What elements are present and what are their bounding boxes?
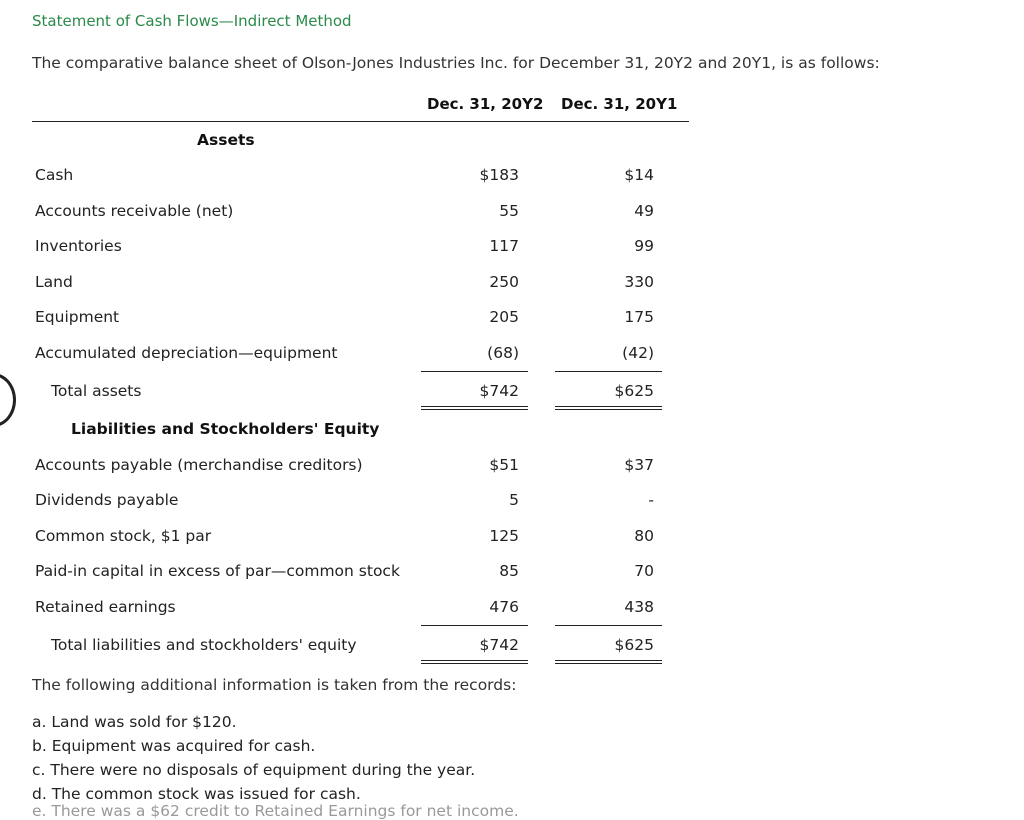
cut-off-line: e. There was a $62 credit to Retained Earnings for net income. <box>32 802 519 820</box>
value-20y1: 99 <box>634 237 654 255</box>
value-20y2: $742 <box>479 382 519 400</box>
row-label: Inventories <box>35 237 122 255</box>
value-20y2: 125 <box>489 527 519 545</box>
value-20y2: (68) <box>487 344 519 362</box>
total-double-rule <box>421 406 528 410</box>
row-label: Equipment <box>35 308 120 326</box>
header-rule <box>32 121 689 122</box>
row-label: Cash <box>35 166 74 184</box>
row-label: Accounts payable (merchandise creditors) <box>35 456 363 474</box>
value-20y2: $742 <box>479 636 519 654</box>
value-20y1: - <box>648 491 654 509</box>
value-20y1: $625 <box>614 636 654 654</box>
assets-heading: Assets <box>197 131 255 149</box>
column-header-20y2: Dec. 31, 20Y2 <box>427 95 544 113</box>
table-row <box>0 166 700 190</box>
total-liabilities-row <box>0 636 700 660</box>
row-label: Accounts receivable (net) <box>35 202 234 220</box>
value-20y2: 205 <box>489 308 519 326</box>
value-20y1: 70 <box>634 562 654 580</box>
subtotal-rule <box>421 625 528 626</box>
value-20y2: 117 <box>489 237 519 255</box>
row-label: Paid-in capital in excess of par—common stock <box>35 562 400 580</box>
value-20y2: 55 <box>499 202 519 220</box>
value-20y1: (42) <box>622 344 654 362</box>
table-row <box>0 598 700 622</box>
value-20y2: 85 <box>499 562 519 580</box>
value-20y1: 80 <box>634 527 654 545</box>
row-label: Total assets <box>51 382 142 400</box>
row-label: Common stock, $1 par <box>35 527 212 545</box>
value-20y1: 330 <box>624 273 654 291</box>
list-item: d. The common stock was issued for cash. <box>32 785 361 803</box>
subtotal-rule <box>555 625 662 626</box>
value-20y2: 250 <box>489 273 519 291</box>
value-20y1: $37 <box>624 456 654 474</box>
value-20y1: 175 <box>624 308 654 326</box>
column-header-20y1: Dec. 31, 20Y1 <box>561 95 678 113</box>
subtotal-rule <box>421 371 528 372</box>
list-item: a. Land was sold for $120. <box>32 713 237 731</box>
subtotal-rule <box>555 371 662 372</box>
list-item: b. Equipment was acquired for cash. <box>32 737 316 755</box>
intro-text: The comparative balance sheet of Olson-Jones Industries Inc. for December 31, 20Y2 and 20Y1, is as follows: <box>32 54 880 72</box>
value-20y1: 438 <box>624 598 654 616</box>
table-row <box>0 527 700 551</box>
value-20y2: 476 <box>489 598 519 616</box>
page-title: Statement of Cash Flows—Indirect Method <box>32 12 352 30</box>
value-20y2: $183 <box>479 166 519 184</box>
table-row <box>0 308 700 332</box>
total-double-rule <box>421 660 528 664</box>
total-double-rule <box>555 660 662 664</box>
table-row <box>0 491 700 515</box>
row-label: Total liabilities and stockholders' equity <box>51 636 357 654</box>
table-row <box>0 273 700 297</box>
value-20y2: 5 <box>509 491 519 509</box>
additional-info-intro: The following additional information is taken from the records: <box>32 676 517 694</box>
total-double-rule <box>555 406 662 410</box>
row-label: Land <box>35 273 73 291</box>
liabilities-heading: Liabilities and Stockholders' Equity <box>71 420 380 438</box>
list-item: c. There were no disposals of equipment during the year. <box>32 761 476 779</box>
table-row <box>0 456 700 480</box>
value-20y1: $625 <box>614 382 654 400</box>
table-row <box>0 237 700 261</box>
additional-info-list <box>32 710 475 806</box>
value-20y1: $14 <box>624 166 654 184</box>
table-row <box>0 562 700 586</box>
value-20y1: 49 <box>634 202 654 220</box>
table-row <box>0 344 700 368</box>
value-20y2: $51 <box>489 456 519 474</box>
row-label: Accumulated depreciation—equipment <box>35 344 338 362</box>
table-row <box>0 202 700 226</box>
total-assets-row <box>0 382 700 406</box>
row-label: Dividends payable <box>35 491 179 509</box>
row-label: Retained earnings <box>35 598 176 616</box>
